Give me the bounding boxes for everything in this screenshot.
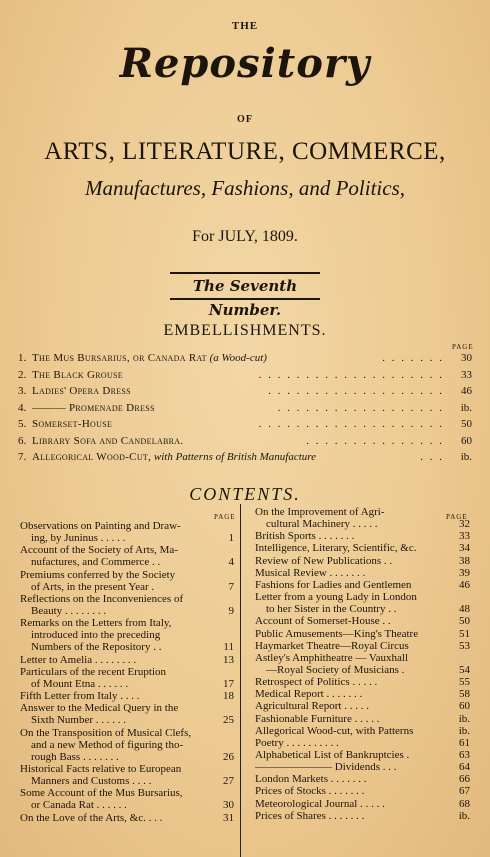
toc-entry-page: 54: [459, 663, 470, 676]
toc-entry: [255, 785, 470, 797]
toc-entry-page: 31: [223, 811, 234, 824]
embellishment-title: Ladies' Opera Dress: [32, 385, 131, 397]
toc-entry: [255, 591, 470, 615]
toc-entry: [255, 615, 470, 627]
toc-entry-page: 63: [459, 749, 470, 761]
leader-dots: . . .: [420, 451, 444, 463]
toc-entry-page: 13: [223, 653, 234, 666]
toc-entry: [255, 688, 470, 700]
toc-entry-line: ——————— Dividends . . .: [255, 761, 397, 774]
leader-dots: . . . . . . . . . . . . . . . . . . .: [268, 385, 444, 397]
toc-entry: [255, 579, 470, 591]
embellishment-page: ib.: [460, 401, 472, 414]
toc-entry-line: Answer to the Medical Query in the: [20, 702, 179, 715]
toc-entry-line: Account of the Society of Arts, Ma-: [20, 544, 178, 557]
embellishment-item: [18, 383, 472, 399]
toc-entry-page: 11: [223, 641, 234, 654]
toc-entry-line: Musical Review . . . . . . .: [255, 566, 366, 579]
toc-entry-line: Fashionable Furniture . . . . .: [255, 712, 380, 725]
toc-entry: [20, 787, 234, 811]
toc-entry: [20, 666, 234, 690]
toc-entry-page: ib.: [458, 809, 470, 822]
toc-entry: [20, 617, 234, 653]
embellishment-page: 60: [461, 434, 472, 447]
toc-entry-page: 39: [459, 566, 470, 579]
contents-right-page-label: PAGE: [446, 513, 468, 521]
toc-entry: [255, 652, 470, 676]
issue-number-box: [170, 272, 320, 319]
toc-entry-line: Remarks on the Letters from Italy,: [20, 617, 172, 630]
embellishments-page-label: PAGE: [452, 343, 474, 351]
toc-entry-line: British Sports . . . . . . .: [255, 530, 355, 543]
toc-entry-line: Poetry . . . . . . . . . .: [255, 736, 339, 749]
toc-entry-line: Public Amusements—King's Theatre: [255, 627, 419, 640]
toc-entry-line: Haymarket Theatre—Royal Circus: [255, 639, 409, 652]
toc-entry-page: 27: [223, 775, 234, 788]
toc-entry-line: Some Account of the Mus Bursarius,: [20, 787, 183, 800]
toc-entry-page: 26: [223, 750, 234, 763]
embellishment-item: [18, 367, 472, 383]
toc-entry-line: of Arts, in the present Year .: [20, 580, 155, 593]
toc-entry-line: Sixth Number . . . . . .: [20, 714, 127, 727]
toc-entry-line: Historical Facts relative to European: [20, 763, 182, 775]
toc-entry-line: rough Bass . . . . . . .: [20, 750, 119, 763]
toc-entry-page: 17: [223, 677, 234, 690]
toc-entry-page: 46: [459, 578, 470, 591]
toc-entry-line: introduced into the preceding: [20, 629, 161, 642]
toc-entry-page: 34: [459, 542, 470, 555]
toc-entry-line: Manners and Customs . . . .: [20, 775, 152, 787]
embellishment-number: 7.: [18, 451, 27, 463]
toc-entry-page: 48: [459, 603, 470, 616]
toc-entry-line: Prices of Stocks . . . . . . .: [255, 785, 365, 798]
toc-entry: [20, 727, 234, 763]
embellishment-item: [18, 400, 472, 416]
toc-entry: [20, 702, 234, 726]
toc-entry-line: Intelligence, Literary, Scientific, &c.: [255, 542, 417, 555]
toc-entry-line: and a new Method of figuring tho-: [20, 738, 184, 751]
toc-entry-page: 55: [459, 676, 470, 689]
toc-entry-page: 61: [459, 736, 470, 749]
toc-entry-line: of Mount Etna . . . . . .: [20, 677, 129, 690]
toc-entry-line: Reflections on the Inconveniences of: [20, 592, 184, 605]
toc-entry-page: 50: [459, 615, 470, 628]
toc-entry-page: 64: [459, 761, 470, 774]
contents-left-page-label: PAGE: [214, 513, 236, 521]
toc-entry-page: 38: [459, 554, 470, 567]
embellishment-note: (a Wood-cut): [206, 352, 267, 364]
title-the: THE: [231, 20, 259, 32]
embellishment-title: The Mus Bursarius, or Canada Rat: [32, 352, 207, 364]
toc-entry-line: Fashions for Ladies and Gentlemen: [255, 578, 412, 591]
issue-date: For JULY, 1809.: [192, 228, 298, 245]
toc-entry: [255, 810, 470, 822]
embellishment-number: 2.: [18, 368, 27, 381]
toc-entry-line: Premiums conferred by the Society: [20, 568, 176, 581]
embellishment-item: [18, 433, 472, 449]
embellishment-number: 4.: [18, 401, 27, 414]
embellishment-title: Allegorical Wood-Cut,: [32, 451, 152, 463]
toc-entry-page: 68: [459, 797, 470, 810]
toc-entry-line: nufactures, and Commerce . .: [20, 556, 161, 569]
toc-entry: [255, 628, 470, 640]
toc-entry-page: 33: [459, 530, 470, 543]
toc-entry-line: to her Sister in the Country . .: [255, 603, 397, 616]
toc-entry-line: Meteorological Journal . . . . .: [255, 797, 385, 810]
toc-entry-line: Beauty . . . . . . . .: [20, 604, 107, 617]
embellishment-title: Somerset-House: [32, 418, 113, 430]
toc-entry-line: or Canada Rat . . . . . .: [20, 799, 127, 812]
toc-entry: [20, 593, 234, 617]
embellishment-page: 50: [461, 418, 472, 430]
embellishment-note: with Patterns of British Manufacture: [151, 451, 317, 463]
leader-dots: . . . . . . . . . . . . . . .: [306, 434, 444, 447]
title-subtitle: Manufactures, Fashions, and Politics,: [84, 176, 406, 200]
toc-entry-page: 4: [228, 556, 234, 569]
toc-entry: [255, 725, 470, 737]
leader-dots: . . . . . . . . . . . . . . . . . . . .: [258, 418, 444, 430]
leader-dots: . . . . . . . . . . . . . . . . . .: [277, 401, 444, 414]
toc-entry: [255, 530, 470, 542]
toc-entry: [255, 749, 470, 761]
toc-entry: [255, 542, 470, 554]
toc-entry: [20, 520, 234, 544]
toc-entry-page: 67: [459, 785, 470, 798]
embellishment-title: The Black Grouse: [32, 368, 123, 381]
title-of: OF: [237, 114, 253, 125]
embellishment-item: [18, 416, 472, 432]
toc-entry-line: Observations on Painting and Draw-: [20, 520, 181, 532]
toc-entry: [255, 700, 470, 712]
toc-entry-line: On the Improvement of Agri-: [255, 506, 385, 518]
toc-entry: [255, 676, 470, 688]
toc-entry-page: 32: [459, 518, 470, 531]
toc-entry-page: 53: [459, 639, 470, 652]
toc-entry-line: Medical Report . . . . . . .: [255, 688, 363, 701]
toc-entry-line: Alphabetical List of Bankruptcies .: [255, 749, 410, 761]
toc-entry-line: Astley's Amphitheatre — Vauxhall: [255, 651, 409, 664]
embellishment-page: 46: [461, 385, 472, 397]
toc-entry: [20, 812, 234, 824]
toc-entry-page: 30: [223, 799, 234, 812]
toc-entry: [20, 569, 234, 593]
toc-entry: [20, 690, 234, 702]
toc-entry-page: 1: [228, 532, 234, 545]
toc-entry-page: ib.: [458, 724, 470, 737]
embellishment-page: ib.: [460, 451, 472, 463]
toc-entry: [20, 654, 234, 666]
toc-entry: [255, 798, 470, 810]
leader-dots: . . . . . . .: [382, 352, 444, 364]
toc-entry-line: Letter from a young Lady in London: [255, 591, 417, 604]
toc-entry-line: On the Transposition of Musical Clefs,: [20, 726, 192, 739]
toc-entry-line: Particulars of the recent Eruption: [20, 665, 167, 678]
toc-entry: [255, 567, 470, 579]
toc-entry-line: Allegorical Wood-cut, with Patterns: [255, 724, 414, 737]
toc-entry: [255, 773, 470, 785]
toc-entry: [20, 763, 234, 787]
toc-entry-page: 9: [228, 605, 234, 618]
contents-heading: CONTENTS.: [189, 484, 301, 504]
toc-entry-page: 18: [223, 690, 234, 703]
toc-entry: [255, 640, 470, 652]
toc-entry: [255, 555, 470, 567]
toc-entry: [255, 506, 470, 530]
embellishment-item: [18, 449, 472, 465]
embellishment-number: 5.: [18, 418, 27, 430]
toc-entry-line: Agricultural Report . . . . .: [255, 700, 369, 713]
embellishment-number: 1.: [18, 352, 27, 364]
embellishment-title: ——— Promenade Dress: [32, 401, 155, 414]
toc-entry-line: cultural Machinery . . . . .: [255, 518, 378, 530]
toc-entry: [255, 737, 470, 749]
toc-entry: [255, 761, 470, 773]
toc-entry-page: 7: [228, 580, 234, 593]
publication-title: Repository: [119, 40, 371, 87]
toc-entry-line: ing, by Juninus . . . . .: [20, 532, 126, 544]
toc-entry-line: Retrospect of Politics . . . . .: [255, 676, 378, 689]
toc-entry-page: 60: [459, 700, 470, 713]
toc-entry-page: 66: [459, 773, 470, 786]
embellishments-heading: EMBELLISHMENTS.: [163, 322, 327, 339]
toc-entry-line: London Markets . . . . . . .: [255, 773, 367, 786]
toc-entry-page: 25: [223, 714, 234, 727]
title-subject: ARTS, LITERATURE, COMMERCE,: [44, 138, 446, 165]
toc-entry-line: On the Love of the Arts, &c. . . .: [20, 811, 163, 824]
embellishment-title: Library Sofa and Candelabra.: [32, 434, 184, 447]
toc-entry-page: 51: [459, 627, 470, 640]
issue-number: The Seventh Number.: [192, 277, 298, 319]
embellishment-number: 3.: [18, 385, 27, 397]
toc-entry-line: Numbers of the Repository . .: [20, 641, 162, 654]
embellishment-page: 30: [461, 352, 472, 364]
column-divider: [240, 504, 241, 857]
toc-entry-page: ib.: [458, 712, 470, 725]
toc-entry: [20, 544, 234, 568]
toc-entry-line: —Royal Society of Musicians .: [255, 663, 405, 676]
toc-entry-page: 58: [459, 688, 470, 701]
toc-entry-line: Review of New Publications . .: [255, 554, 393, 567]
toc-entry-line: Fifth Letter from Italy . . . .: [20, 690, 140, 703]
toc-entry-line: Letter to Amelia . . . . . . . .: [20, 653, 137, 666]
toc-entry: [255, 713, 470, 725]
embellishment-item: [18, 350, 472, 366]
embellishment-page: 33: [461, 368, 472, 381]
toc-entry-line: Account of Somerset-House . .: [255, 615, 391, 628]
embellishment-number: 6.: [18, 434, 27, 447]
leader-dots: . . . . . . . . . . . . . . . . . . . .: [258, 368, 444, 381]
toc-entry-line: Prices of Shares . . . . . . .: [255, 809, 365, 822]
